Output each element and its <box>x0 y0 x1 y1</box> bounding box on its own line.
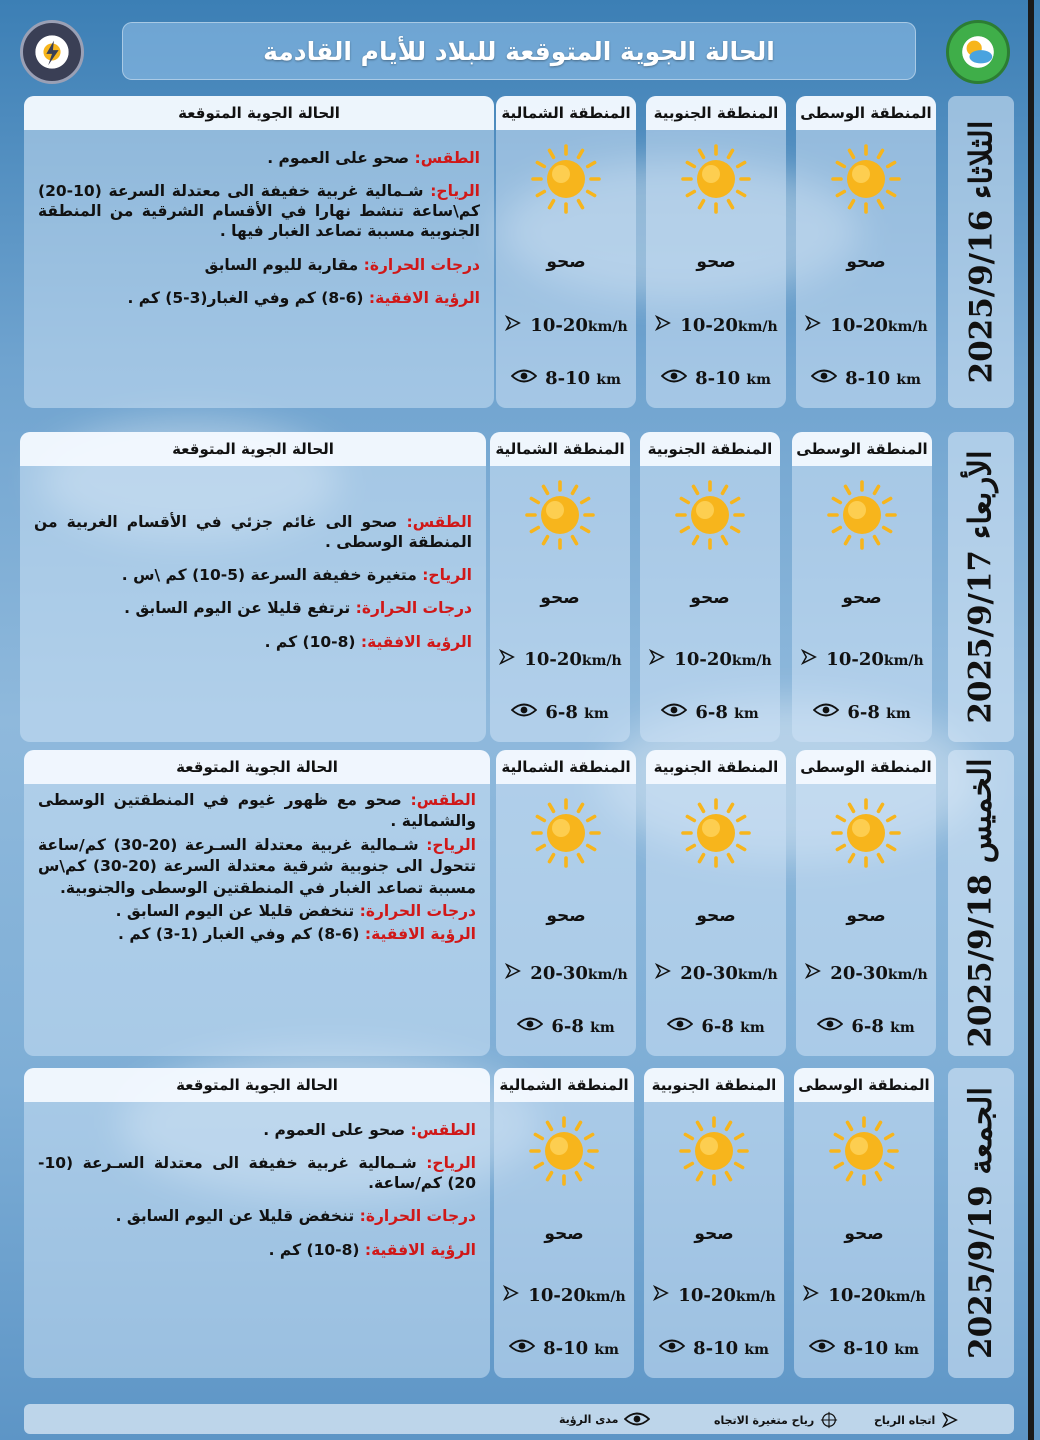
wind-value: 10-20 <box>680 315 738 336</box>
sun-icon <box>525 480 595 550</box>
region-card <box>794 1068 934 1378</box>
visibility <box>644 1338 784 1359</box>
region-name: المنطقة الوسطى <box>792 432 932 466</box>
legend <box>24 1404 1014 1434</box>
wind-speed <box>794 1284 934 1307</box>
region-card <box>496 750 636 1056</box>
region-name: المنطقة الشمالية <box>496 96 636 130</box>
description-lines <box>38 148 480 321</box>
wind-unit: km/h <box>887 967 928 983</box>
region-card <box>646 96 786 408</box>
visibility-value: 8-10 <box>845 368 891 389</box>
day-date-column <box>948 750 1014 1056</box>
wind-value: 10-20 <box>830 315 888 336</box>
wind-value: 10-20 <box>530 315 588 336</box>
description-line <box>38 790 476 833</box>
visibility-unit: km <box>744 1342 769 1358</box>
visibility-unit: km <box>594 1342 619 1358</box>
condition-label: صحو <box>846 906 886 926</box>
line-label: الطقس: <box>414 149 480 167</box>
wind-unit: km/h <box>581 653 622 669</box>
line-text: شـمالية غربية خفيفة الى معتدلة السرعة (10-20) كم\ساعة تنشط نهارا في الأقسام الشرقية من المنطقة الجنوبية مسببة تصاعد الغبار فيها . <box>38 182 480 241</box>
visibility-unit: km <box>584 706 609 722</box>
eye-icon <box>667 1016 693 1037</box>
ministry-logo <box>946 20 1010 84</box>
region-name: المنطقة الشمالية <box>494 1068 634 1102</box>
sun-icon <box>829 1116 899 1186</box>
visibility <box>490 702 630 723</box>
sun-icon <box>827 480 897 550</box>
condition-label: صحو <box>694 1224 734 1244</box>
sun-icon <box>529 1116 599 1186</box>
region-name: المنطقة الجنوبية <box>640 432 780 466</box>
line-text: صحو على العموم . <box>263 1121 411 1139</box>
region-name: المنطقة الجنوبية <box>646 750 786 784</box>
wind-arrow-icon <box>504 314 522 337</box>
lightning-sun-icon <box>33 33 71 71</box>
eye-icon <box>511 702 537 723</box>
visibility-value: 6-8 <box>701 1016 734 1037</box>
day-date: الجمعة 2025/9/19 <box>963 1087 999 1359</box>
description-line <box>34 512 472 552</box>
visibility-value: 8-10 <box>543 1338 589 1359</box>
wind-speed <box>640 648 780 671</box>
compass-icon <box>820 1411 838 1429</box>
wind-unit: km/h <box>587 319 628 335</box>
visibility-unit: km <box>734 706 759 722</box>
line-text: شـمالية غربية خفيفة الى معتدلة السـرعة (10-20) كم/ساعة. <box>38 1154 476 1193</box>
visibility-unit: km <box>740 1020 765 1036</box>
description-line <box>38 288 480 308</box>
description-header: الحالة الجوية المتوقعة <box>20 432 486 466</box>
wind-speed <box>496 962 636 985</box>
legend-variable-wind: رياح متغيرة الاتجاه <box>714 1411 838 1429</box>
line-text: صحو مع ظهور غيوم في المنطقتين الوسطى والشمالية . <box>38 791 476 831</box>
day-date: الثلاثاء 2025/9/16 <box>963 120 999 384</box>
wind-value: 10-20 <box>826 649 884 670</box>
legend-visibility: مدى الرؤية <box>559 1411 650 1427</box>
eye-icon <box>661 368 687 389</box>
line-text: صحو الى غائم جزئي في الأقسام الغربية من المنطقة الوسطى . <box>34 513 472 552</box>
description-line <box>38 148 480 168</box>
description-header: الحالة الجوية المتوقعة <box>24 1068 490 1102</box>
wind-arrow-icon <box>804 962 822 985</box>
description-lines <box>38 1120 476 1273</box>
wind-speed <box>490 648 630 671</box>
wind-arrow-icon <box>502 1284 520 1307</box>
region-card <box>646 750 786 1056</box>
day-date: الأربعاء 2025/9/17 <box>963 450 999 724</box>
visibility <box>496 368 636 389</box>
region-card <box>644 1068 784 1378</box>
condition-label: صحو <box>842 588 882 608</box>
line-label: الرؤية الافقية: <box>364 925 476 944</box>
line-label: درجات الحرارة: <box>359 1207 476 1226</box>
condition-label: صحو <box>696 252 736 272</box>
description-lines <box>34 512 472 665</box>
eye-icon <box>659 1338 685 1359</box>
eye-icon <box>624 1411 650 1427</box>
region-name: المنطقة الشمالية <box>496 750 636 784</box>
region-name: المنطقة الشمالية <box>490 432 630 466</box>
condition-label: صحو <box>846 252 886 272</box>
wind-speed <box>494 1284 634 1307</box>
line-label: الرؤية الافقية: <box>368 288 480 307</box>
condition-label: صحو <box>696 906 736 926</box>
region-card <box>640 432 780 742</box>
visibility <box>494 1338 634 1359</box>
region-card <box>494 1068 634 1378</box>
day-date-column <box>948 432 1014 742</box>
line-label: الرؤية الافقية: <box>364 1240 476 1259</box>
wind-unit: km/h <box>585 1289 626 1305</box>
line-label: درجات الحرارة: <box>355 599 472 618</box>
sun-icon <box>679 1116 749 1186</box>
sun-cloud-icon <box>959 33 997 71</box>
line-label: الرياح: <box>426 1154 476 1173</box>
condition-label: صحو <box>540 588 580 608</box>
visibility-unit: km <box>590 1020 615 1036</box>
eye-icon <box>509 1338 535 1359</box>
line-label: الطقس: <box>410 791 476 809</box>
wind-arrow-icon <box>652 1284 670 1307</box>
region-card <box>796 750 936 1056</box>
visibility-value: 8-10 <box>843 1338 889 1359</box>
visibility <box>792 702 932 723</box>
page-title: الحالة الجوية المتوقعة للبلاد للأيام القادمة <box>122 22 916 80</box>
forecast-description <box>24 1068 490 1378</box>
wind-arrow-icon <box>802 1284 820 1307</box>
sun-icon <box>531 144 601 214</box>
visibility-value: 6-8 <box>551 1016 584 1037</box>
description-line <box>38 255 480 275</box>
visibility-unit: km <box>896 372 921 388</box>
wind-value: 20-30 <box>680 963 738 984</box>
visibility-value: 8-10 <box>545 368 591 389</box>
line-text: شـمالية غربية معتدلة السـرعة (20-30) كم/ساعة تتحول الى جنوبية شرقية معتدلة السرعة (20-30) كم\س مسببة تصاعد الغبار في المنطقتين الوسطى والجنوبية. <box>38 835 476 897</box>
description-line <box>38 901 476 922</box>
eye-icon <box>511 368 537 389</box>
region-name: المنطقة الوسطى <box>796 96 936 130</box>
line-text: صحو على العموم . <box>267 149 415 167</box>
region-name: المنطقة الجنوبية <box>646 96 786 130</box>
wind-value: 10-20 <box>674 649 732 670</box>
description-line <box>38 924 476 945</box>
wind-arrow-icon <box>941 1411 959 1429</box>
sun-icon <box>531 798 601 868</box>
line-label: الرياح: <box>430 182 480 201</box>
legend-wind-direction: اتجاه الرياح <box>874 1411 959 1429</box>
visibility-value: 8-10 <box>693 1338 739 1359</box>
visibility <box>794 1338 934 1359</box>
wind-arrow-icon <box>654 962 672 985</box>
visibility-unit: km <box>894 1342 919 1358</box>
region-card <box>792 432 932 742</box>
eye-icon <box>813 702 839 723</box>
description-line <box>34 598 472 618</box>
region-name: المنطقة الوسطى <box>794 1068 934 1102</box>
wind-arrow-icon <box>654 314 672 337</box>
line-label: الطقس: <box>406 513 472 531</box>
visibility-value: 8-10 <box>695 368 741 389</box>
visibility-unit: km <box>746 372 771 388</box>
line-text: تنخفض قليلا عن اليوم السابق . <box>115 901 360 920</box>
line-label: الرؤية الافقية: <box>360 632 472 651</box>
day-date: الخميس 2025/9/18 <box>963 758 999 1048</box>
condition-label: صحو <box>844 1224 884 1244</box>
visibility-unit: km <box>886 706 911 722</box>
forecast-description <box>24 750 490 1056</box>
line-label: درجات الحرارة: <box>359 901 476 920</box>
eye-icon <box>809 1338 835 1359</box>
line-label: درجات الحرارة: <box>363 255 480 274</box>
line-label: الطقس: <box>410 1121 476 1139</box>
visibility <box>796 1016 936 1037</box>
wind-value: 10-20 <box>524 649 582 670</box>
wind-speed <box>644 1284 784 1307</box>
day-date-column <box>948 96 1014 408</box>
line-text: (6-8) كم وفي الغبار (1-3) كم . <box>118 925 365 944</box>
line-text: (8-10) كم . <box>264 632 361 651</box>
region-name: المنطقة الجنوبية <box>644 1068 784 1102</box>
wind-unit: km/h <box>887 319 928 335</box>
forecast-description <box>24 96 494 408</box>
visibility <box>496 1016 636 1037</box>
eye-icon <box>811 368 837 389</box>
description-line <box>38 1153 476 1193</box>
wind-arrow-icon <box>804 314 822 337</box>
wind-speed <box>796 314 936 337</box>
line-text: (6-8) كم وفي الغبار(3-5) كم . <box>127 288 369 307</box>
visibility-value: 6-8 <box>695 702 728 723</box>
wind-unit: km/h <box>735 1289 776 1305</box>
sun-icon <box>831 798 901 868</box>
visibility-unit: km <box>596 372 621 388</box>
meteorology-logo <box>20 20 84 84</box>
region-card <box>490 432 630 742</box>
description-line <box>34 565 472 585</box>
eye-icon <box>661 702 687 723</box>
wind-arrow-icon <box>504 962 522 985</box>
description-line <box>38 1240 476 1260</box>
line-text: (8-10) كم . <box>268 1240 365 1259</box>
sun-icon <box>681 144 751 214</box>
line-text: ترتفع قليلا عن اليوم السابق . <box>124 599 356 618</box>
condition-label: صحو <box>544 1224 584 1244</box>
wind-unit: km/h <box>885 1289 926 1305</box>
description-line <box>38 181 480 241</box>
wind-value: 10-20 <box>678 1285 736 1306</box>
wind-value: 10-20 <box>828 1285 886 1306</box>
sun-icon <box>681 798 751 868</box>
wind-speed <box>646 314 786 337</box>
wind-unit: km/h <box>883 653 924 669</box>
day-date-column <box>948 1068 1014 1378</box>
wind-unit: km/h <box>587 967 628 983</box>
sun-icon <box>675 480 745 550</box>
wind-speed <box>646 962 786 985</box>
wind-arrow-icon <box>648 648 666 671</box>
eye-icon <box>817 1016 843 1037</box>
visibility-value: 6-8 <box>847 702 880 723</box>
visibility <box>796 368 936 389</box>
visibility <box>646 368 786 389</box>
description-line <box>38 1120 476 1140</box>
description-line <box>34 632 472 652</box>
frame-border <box>1028 0 1034 1440</box>
wind-arrow-icon <box>800 648 818 671</box>
wind-value: 20-30 <box>530 963 588 984</box>
description-header: الحالة الجوية المتوقعة <box>24 96 494 130</box>
description-line <box>38 1206 476 1226</box>
visibility-unit: km <box>890 1020 915 1036</box>
visibility-value: 6-8 <box>851 1016 884 1037</box>
wind-value: 10-20 <box>528 1285 586 1306</box>
condition-label: صحو <box>690 588 730 608</box>
condition-label: صحو <box>546 906 586 926</box>
forecast-description <box>20 432 486 742</box>
wind-unit: km/h <box>737 319 778 335</box>
sun-icon <box>831 144 901 214</box>
description-header: الحالة الجوية المتوقعة <box>24 750 490 784</box>
description-line <box>38 835 476 899</box>
line-text: تنخفض قليلا عن اليوم السابق . <box>115 1207 360 1226</box>
wind-unit: km/h <box>731 653 772 669</box>
line-text: متغيرة خفيفة السرعة (5-10) كم \س . <box>121 566 423 585</box>
region-name: المنطقة الوسطى <box>796 750 936 784</box>
line-label: الرياح: <box>426 835 476 854</box>
visibility <box>640 702 780 723</box>
wind-speed <box>496 314 636 337</box>
visibility-value: 6-8 <box>545 702 578 723</box>
condition-label: صحو <box>546 252 586 272</box>
line-text: مقاربة لليوم السابق <box>204 255 364 274</box>
line-label: الرياح: <box>422 566 472 585</box>
region-card <box>496 96 636 408</box>
description-lines <box>38 790 476 948</box>
wind-value: 20-30 <box>830 963 888 984</box>
wind-arrow-icon <box>498 648 516 671</box>
visibility <box>646 1016 786 1037</box>
wind-unit: km/h <box>737 967 778 983</box>
eye-icon <box>517 1016 543 1037</box>
wind-speed <box>792 648 932 671</box>
region-card <box>796 96 936 408</box>
wind-speed <box>796 962 936 985</box>
